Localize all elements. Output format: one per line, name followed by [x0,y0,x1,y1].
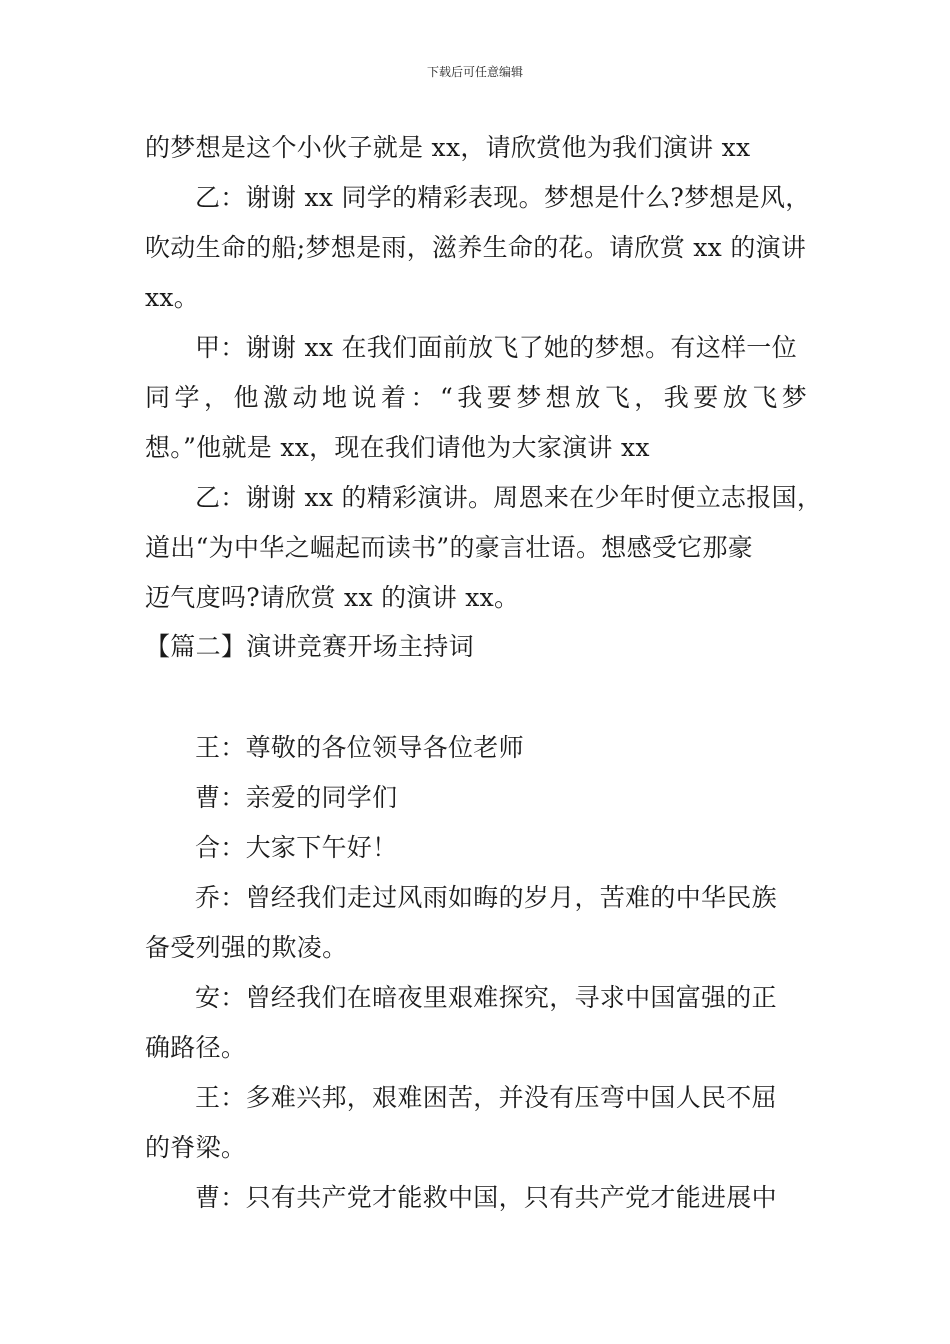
paragraph-line: 乔：曾经我们走过风雨如晦的岁月，苦难的中华民族 [195,883,777,912]
paragraph-line: 安：曾经我们在暗夜里艰难探究，寻求中国富强的正 [195,983,777,1012]
paragraph-line: 同学，他激动地说着：“我要梦想放飞，我要放飞梦 [145,383,807,412]
paragraph-line: 乙：谢谢 xx 的精彩演讲。周恩来在少年时便立志报国， [195,483,823,512]
page-header: 下载后可任意编辑 [426,65,523,79]
paragraph-line: 备受列强的欺凌。 [145,933,348,962]
paragraph-line: 合：大家下午好！ [195,833,398,862]
paragraph-line: 确路径。 [145,1033,247,1062]
paragraph-line: 的脊梁。 [145,1133,247,1162]
paragraph-line: 乙：谢谢 xx 同学的精彩表现。梦想是什么?梦想是风， [195,183,811,212]
paragraph-line: 王：尊敬的各位领导各位老师 [195,733,524,762]
paragraph-line: xx。 [145,283,200,312]
paragraph-line: 的梦想是这个小伙子就是 xx，请欣赏他为我们演讲 xx [145,133,751,162]
section-heading: 【篇二】演讲竞赛开场主持词 [145,632,474,661]
paragraph-line: 曹：亲爱的同学们 [195,783,398,812]
paragraph-line: 王：多难兴邦，艰难困苦，并没有压弯中国人民不屈 [195,1083,777,1112]
paragraph-line: 吹动生命的船;梦想是雨，滋养生命的花。请欣赏 xx 的演讲 [145,233,807,262]
paragraph-line: 迈气度吗?请欣赏 xx 的演讲 xx。 [145,583,520,612]
paragraph-line: 想。”他就是 xx，现在我们请他为大家演讲 xx [145,433,650,462]
paragraph-line: 道出“为中华之崛起而读书”的豪言壮语。想感受它那豪 [145,533,754,562]
paragraph-line: 甲：谢谢 xx 在我们面前放飞了她的梦想。有这样一位 [195,333,797,362]
paragraph-line: 曹：只有共产党才能救中国，只有共产党才能进展中 [195,1183,777,1212]
